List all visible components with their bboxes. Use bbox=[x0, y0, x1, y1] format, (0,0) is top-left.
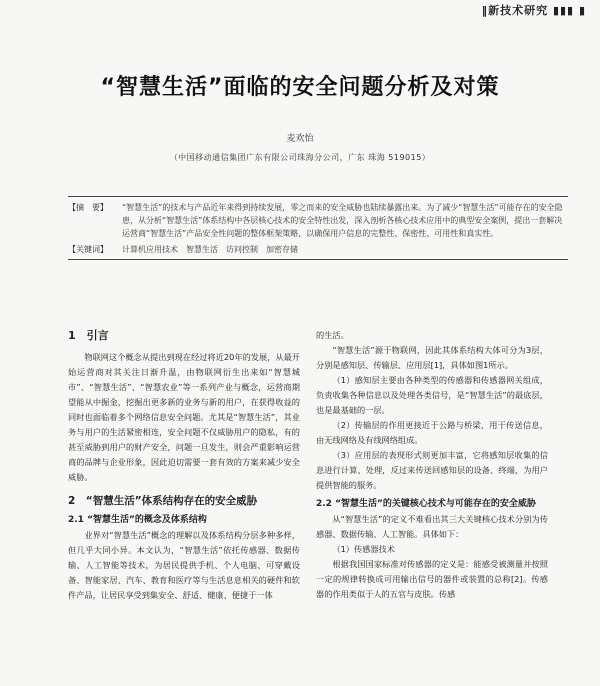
left-column bbox=[68, 328, 300, 603]
architecture-paragraph: “智慧生活”源于物联网，因此其体系结构大体可分为3层，分别是感知层、传输层、应用层[1]，具体如图1所示。 bbox=[316, 345, 548, 370]
abstract-text: “智慧生活”的技术与产品近年来得到持续发展，零之而来的安全威胁也陆续暴露出来。为了减少“智慧生活”可能存在的安全隐患，从分析“智慧生活”体系结构中各层核心技术的安全特性出发，深入剖析各核心技术应用中的典型安全案例，提出一套解决运营商“智慧生活”产品安全性问题的整体框架策略，以确保用户信息的完整性、保密性、可用性和真实性。 bbox=[122, 203, 563, 238]
abstract-label: 【摘 要】 bbox=[68, 203, 108, 212]
section-2-2-heading: 2.2 “智慧生活”的关键核心技术与可能存在的安全威胁 bbox=[316, 499, 536, 509]
section-1-heading: 1 引言 bbox=[68, 329, 109, 342]
keywords-row bbox=[68, 242, 568, 259]
paper-title: “智慧生活”面临的安全问题分析及对策 bbox=[100, 75, 500, 100]
section-2-1-heading: 2.1 “智慧生活”的概念及体系结构 bbox=[68, 515, 207, 525]
author-name: 麦欢怡 bbox=[286, 134, 314, 144]
continued-paragraph: 的生活。 bbox=[316, 330, 349, 340]
section-2-1-paragraph: 业界对“智慧生活”概念的理解以及体系结构分层多种多样，但几乎大同小异。本文认为，“智慧生活”依托传感器、数据传输、人工智能等技术，为居民提供手机、个人电脑、可穿戴设备、智能家居、汽车、教育和医疗等与生活息息相关的硬件和软件产品，让居民享受到集安全、舒适、健康、便捷于一体 bbox=[68, 530, 300, 600]
keywords-label: 【关键词】 bbox=[68, 245, 108, 254]
abstract-bottom-rule bbox=[68, 259, 568, 260]
abstract-row bbox=[68, 197, 568, 242]
section-2-heading: 2 “智慧生活”体系结构存在的安全威胁 bbox=[68, 495, 258, 507]
core-tech-paragraph: 从“智慧生活”的定义不难看出其三大关键核心技术分别为传感器、数据传输、人工智能。具体如下： bbox=[316, 514, 548, 539]
abstract-box bbox=[68, 196, 568, 260]
author-affiliation: （中国移动通信集团广东有限公司珠海分公司，广东 珠海 519015） bbox=[169, 153, 431, 162]
right-column bbox=[316, 328, 548, 602]
perception-layer-paragraph: （1）感知层主要由各种类型的传感器和传感器网关组成，负责收集各种信息以及处理各类信号，是“智慧生活”的最底层，也是最基础的一层。 bbox=[316, 375, 548, 415]
sensor-definition-paragraph: 根据我国国家标准对传感器的定义是：能感受被测量并按照一定的规律转换成可用输出信号的器件或装置的总称[2]。传感器的作用类似于人的五官与皮肤。传感 bbox=[316, 559, 548, 599]
journal-section-tag: ‖新技术研究 ▮▮▮ ▮ bbox=[481, 4, 586, 17]
transport-layer-paragraph: （2）传输层的作用更接近于公路与桥梁，用于传送信息，由无线网络及有线网络组成。 bbox=[316, 420, 548, 445]
section-1-paragraph: 物联网这个概念从提出到现在经过将近20年的发展，从最开始运营商对其关注日渐升温，由物联网衍生出来如“智慧城市”、“智慧生活”、“智慧农业”等一系列产业与概念，运营商期望能从中掘金，挖掘出更多新的业务与新的用户，在获得收益的同时也面临着多个网络信息安全问题。尤其是“智慧生活”，其业务与用户的生活紧密相连，安全问题不仅威胁用户的隐私，有的甚至威胁到用户的财产安全，问题一旦发生，则会严重影响运营商的品牌与企业形象，因此迫切需要一套有效的方案来减少安全威胁。 bbox=[68, 352, 300, 482]
keywords-text: 计算机应用技术 智慧生活 访问控制 加密存储 bbox=[122, 245, 298, 254]
sensor-tech-subheading: （1）传感器技术 bbox=[332, 544, 395, 554]
application-layer-paragraph: （3）应用层的表现形式则更加丰富，它将感知层收集的信息进行计算、处理，反过来传送回感知层的设备、终端，为用户提供智能的服务。 bbox=[316, 450, 548, 490]
